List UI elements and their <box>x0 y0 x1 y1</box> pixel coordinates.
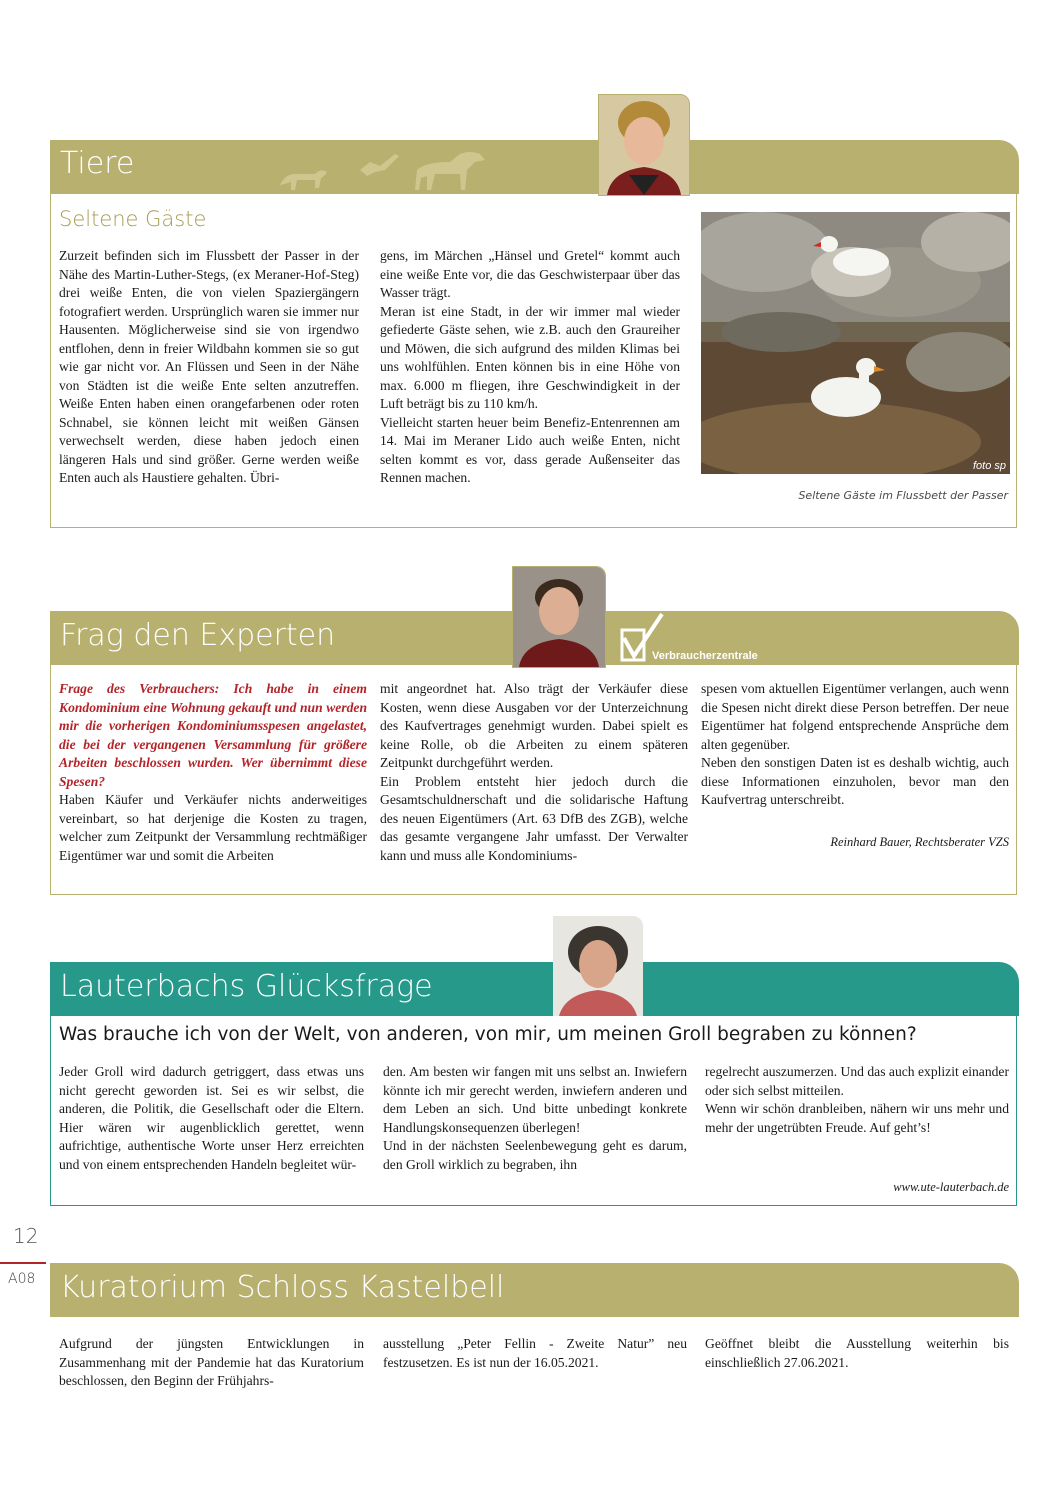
experten-column-3: spesen vom aktuellen Eigentümer verlangen, auch wenn die Spesen nicht direkt diese Person betreffen. Der neue Eigentümer hat folgend entsprechende Ansprüche dem alten gegenüber. Neben den sonstigen Daten ist es deshalb wichtig, auch diese Informationen einzuholen, bevor man den Kaufvertrag unterschreibt. <box>701 681 1009 807</box>
page-number-rule <box>0 1262 46 1264</box>
lauterbach-column-3: regelrecht auszumerzen. Und das auch explizit einander oder sich selbst mitteilen. Wenn wir schön dranbleiben, nähern wir uns mehr und mehr der ungetrübten Freude. Auf geht’s! <box>705 1064 1009 1135</box>
lauterbach-portrait <box>553 916 643 1016</box>
kuratorium-column-1: Aufgrund der jüngsten Entwicklungen in Zusammenhang mit der Pandemie hat das Kuratorium beschlossen, den Beginn der Frühjahrs- <box>59 1336 364 1388</box>
ducks-photo <box>701 212 1010 474</box>
kuratorium-heading: Kuratorium Schloss Kastelbell <box>60 1270 505 1305</box>
expert-portrait <box>512 566 606 668</box>
page-code: A08 <box>8 1271 36 1287</box>
tiere-column-2: gens, im Märchen „Hänsel und Gretel“ kommt auch eine weiße Ente vor, die das Geschwisterpaar über das Wasser trägt. Meran ist eine Stadt, in der wir immer mal wieder gefiederte Gäste sehen, wie z.B. auch den Graureiher und Möwen, die sich aufgrund des milden Klimas bei uns wohlfühlen. Enten können bis in eine Höhe von max. 6.000 m fliegen, ihre Geschwindigkeit in der Luft beträgt bis zu 110 km/h. Vielleicht starten heuer beim Benefiz-Entenrennen am 14. Mai im Meraner Lido auch weiße Enten, nicht selten kommt es vor, dass gerade Außenseiter das Rennen machen. <box>380 248 680 485</box>
photo-credit: foto sp <box>972 460 1006 472</box>
lauterbach-column-2: den. Am besten wir fangen mit uns selbst an. Inwiefern könnte ich mir gerecht werden, inwiefern anderen und dem Leben an sich. Und bitte unbedingt konkrete Handlungskonsequenzen überlegen! Und in der nächsten Seelenbewegung geht es darum, den Groll wirklich zu begraben, ihn <box>383 1064 687 1172</box>
lauterbach-subheading: Was brauche ich von der Welt, von anderen, von mir, um meinen Groll begraben zu können? <box>59 1024 917 1045</box>
tiere-header-bar <box>50 140 1019 194</box>
experten-heading: Frag den Experten <box>60 618 336 653</box>
verbraucherzentrale-logo <box>618 612 768 664</box>
kuratorium-column-2: ausstellung „Peter Fellin - Zweite Natur” neu festzusetzen. Es ist nun der 16.05.2021. <box>383 1336 687 1370</box>
experten-signature: Reinhard Bauer, Rechtsberater VZS <box>830 835 1009 849</box>
lauterbach-column-1: Jeder Groll wird dadurch getriggert, dass etwas uns nicht gerecht geworden ist. Sei es wir selbst, die anderen, die Politik, die Gesellschaft oder die Eltern. Hier wären wir augenblicklich gerettet, wenn aufrichtige, authentische Worte unser Herz erreichten und von einem entsprechenden Handeln begleitet wür- <box>59 1064 364 1172</box>
tiere-column-1: Zurzeit befinden sich im Flussbett der Passer in der Nähe des Martin-Luther-Stegs, (ex Meraner-Hof-Steg) drei weiße Enten, die von vielen Spaziergängern fotografiert werden. Ursprünglich waren sie immer nur Hausenten. Möglicherweise sind sie von irgendwo entflohen, denn in freier Wildbahn kommen sie so gut wie gar nicht vor. An Flüssen und Seen in der Nähe von Städten ist die weiße Ente selten anzutreffen. Weiße Enten haben einen orangefarbenen oder roten Schnabel, sie können leicht mit weißen Gänsen verwechselt werden, diese haben jedoch einen längeren Hals und sind größer. Gerne werden weiße Enten auch als Haustiere gehalten. Übri- <box>59 248 359 485</box>
animal-silhouettes-icon <box>275 140 525 194</box>
experten-column-2: mit angeordnet hat. Also trägt der Verkäufer diese Kosten, wenn diese Ausgaben vor der Unterzeichnung des Kaufvertrages genehmigt wurden. Dabei spielt es keine Rolle, ob die Arbeiten zu einem späteren Zeitpunkt durchgeführt werden. Ein Problem entsteht hier jedoch durch die Gesamtschuldnerschaft und die solidarische Haftung des neuen Eigentümers (Art. 63 DfB des ZGB), welche das gesamte vergangene Jahr umfasst. Der Verwalter kann und muss alle Kondominiums- <box>380 681 688 863</box>
kuratorium-column-3: Geöffnet bleibt die Ausstellung weiterhin bis einschließlich 27.06.2021. <box>705 1336 1009 1370</box>
consumer-question: Frage des Verbrauchers: Ich habe in einem Kondominium eine Wohnung gekauft und nun werden mir die vorherigen Kondominiumsspesen angelastet, die bei der vergangenen Versammlung für größere Arbeiten beschlossen wurden. Wer übernimmt diese Spesen? <box>59 681 367 789</box>
lauterbach-heading: Lauterbachs Glücksfrage <box>60 969 433 1004</box>
author-portrait-tiere <box>598 94 690 196</box>
tiere-heading: Tiere <box>60 146 135 181</box>
lauterbach-signature: www.ute-lauterbach.de <box>893 1180 1009 1194</box>
logo-label: Verbraucherzentrale <box>652 650 758 662</box>
experten-column-1: Frage des Verbrauchers: Ich habe in einem Kondominium eine Wohnung gekauft und nun werden mir die vorherigen Kondominiumsspesen angelastet, die bei der vergangenen Versammlung für größere Arbeiten beschlossen wurden. Wer übernimmt diese Spesen? Haben Käufer und Verkäufer nichts anderweitiges vereinbart, so hat derjenige die Kosten zu tragen, welcher zum Zeitpunkt der Versammlung rechtmäßiger Eigentümer war und somit die Arbeiten <box>59 681 367 863</box>
photo-caption: Seltene Gäste im Flussbett der Passer <box>798 489 1008 502</box>
tiere-subheading: Seltene Gäste <box>59 207 207 231</box>
page-number: 12 <box>13 1224 39 1248</box>
